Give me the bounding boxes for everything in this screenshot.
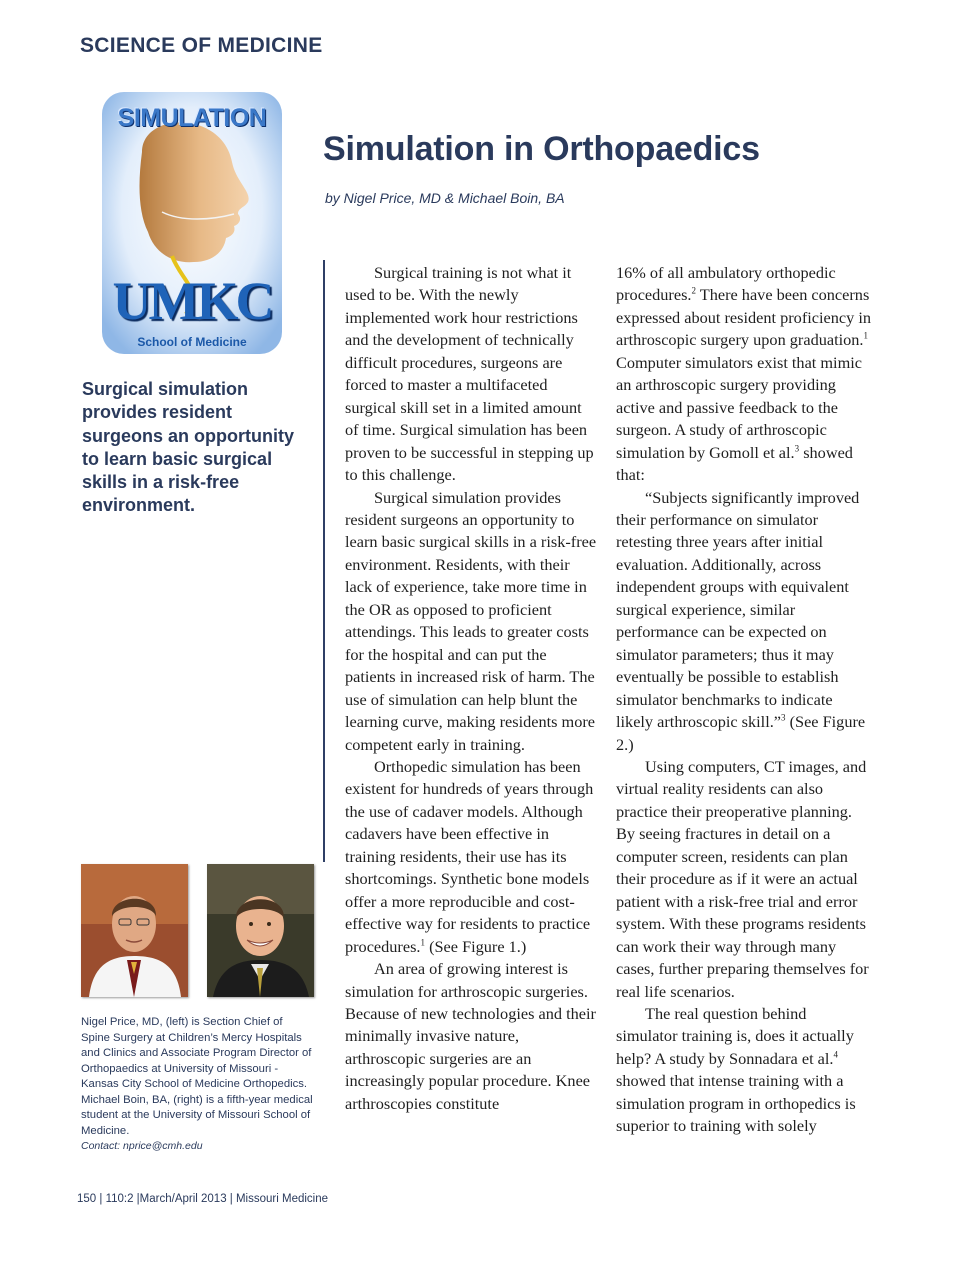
col2-p2-text-a: “Subjects significantly improved their performance on simulator retesting three years after initial evaluation. Additionally, across independent groups with equivalent surgical experience, similar performance can be expected on simulator parameters; thus it may eventually be possible to establish simulator benchmarks to indicate likely arthroscopic skill.” (616, 487, 860, 732)
col1-paragraph-2: Surgical simulation provides resident surgeons an opportunity to learn basic surgical skills in a risk-free environment. Residents, with their lack of experience, take more time in the OR as opposed to proficient attendings. This leads to greater costs for the hospital and can put the patients in increased risk of harm. The use of simulation can help blunt the learning curve, making residents more competent early in training. (345, 487, 597, 754)
col1-p3-text-a: Orthopedic simulation has been existent for hundreds of years through the use of cadaver models. Although cadavers have been effective in training residents, their use has its shortcomings. Synthetic bone models offer a more reproducible and cost-effective way for residents to practice procedures. (345, 756, 594, 956)
col2-p2-text-b: (See Figure 2.) (616, 712, 866, 754)
col2-p4-text-a: The real question behind simulator training is, does it actually help? A study by Sonnadara et al. (616, 1003, 854, 1068)
col2-paragraph-2-quote (616, 487, 871, 756)
col1-paragraph-1: Surgical training is not what it used to be. With the newly implemented work hour restrictions and the development of technically difficult procedures, surgeons are forced to master a multifaceted surgical skill set in a limited amount of time. Surgical simulation has been proven to be successful in stepping up to this challenge. (345, 263, 594, 485)
logo-simulation-text: SIMULATION (117, 104, 267, 132)
col2-p1-text-a: 16% of all ambulatory orthopedic procedures. (616, 263, 836, 305)
citation-ref: 3 (794, 443, 800, 454)
author-photo-nigel-price (81, 864, 188, 997)
col2-paragraph-4 (616, 1003, 871, 1138)
body-column-2 (616, 262, 871, 1138)
portrait-right-image (207, 864, 314, 997)
column-divider (323, 260, 325, 862)
col2-paragraph-1 (616, 262, 871, 487)
col2-p1-text-b: There have been concerns expressed about resident proficiency in arthroscopic surgery upon graduation. (616, 285, 871, 350)
article-byline: by Nigel Price, MD & Michael Boin, BA (325, 190, 565, 206)
col1-paragraph-3 (345, 756, 597, 958)
col1-paragraph-4: An area of growing interest is simulation for arthroscopic surgeries. Because of new technologies and their minimally invasive nature, arthroscopic surgeries are an increasingly popular procedure. Knee arthroscopies constitute (345, 959, 596, 1113)
author-bio-text: Nigel Price, MD, (left) is Section Chief of Spine Surgery at Children’s Mercy Hospitals and Clinics and Associate Program Director of Orthopaedics at University of Missouri - Kansas City School of Medicine Orthopedics. Michael Boin, BA, (right) is a fifth-year medical student at the University of Missouri School of Medicine. (81, 1016, 313, 1137)
pull-quote: Surgical simulation provides resident surgeons an opportunity to learn basic surgical skills in a risk-free environment. (82, 379, 295, 516)
author-contact: Contact: nprice@cmh.edu (81, 1140, 203, 1152)
citation-ref: 1 (420, 937, 425, 948)
col2-p4-text-b: showed that intense training with a simulation program in orthopedics is superior to training with solely (616, 1071, 856, 1136)
col2-p1-text-c: Computer simulators exist that mimic an arthroscopic surgery providing active and passive feedback to the surgeon. A study of arthroscopic simulation by Gomoll et al. (616, 352, 862, 462)
body-column-1 (345, 262, 597, 1115)
citation-ref: 4 (833, 1049, 838, 1060)
section-header: SCIENCE OF MEDICINE (80, 34, 323, 57)
logo-school-text: School of Medicine (137, 335, 247, 349)
citation-ref: 2 (691, 286, 696, 297)
col2-p1-text-d: showed that: (616, 442, 853, 485)
col1-p3-text-b: (See Figure 1.) (425, 936, 527, 956)
umkc-simulation-logo (102, 92, 282, 354)
article-title: Simulation in Orthopaedics (323, 130, 760, 168)
logo-umkc-text: UMKC (112, 271, 272, 331)
page-footer: 150 | 110:2 |March/April 2013 | Missouri Medicine (77, 1193, 329, 1205)
citation-ref: 1 (863, 330, 868, 341)
author-bio (81, 1015, 313, 1155)
portrait-left-image (81, 864, 188, 997)
citation-ref: 3 (781, 712, 786, 723)
col2-paragraph-3: Using computers, CT images, and virtual reality residents can also practice their preoperative planning. By seeing fractures in detail on a computer screen, residents can plan their procedure as if it were an actual patient with a risk-free trial and error system. With these programs residents can work their way through many cases, further preparing themselves for real life scenarios. (616, 756, 869, 1001)
author-photo-michael-boin (207, 864, 314, 997)
